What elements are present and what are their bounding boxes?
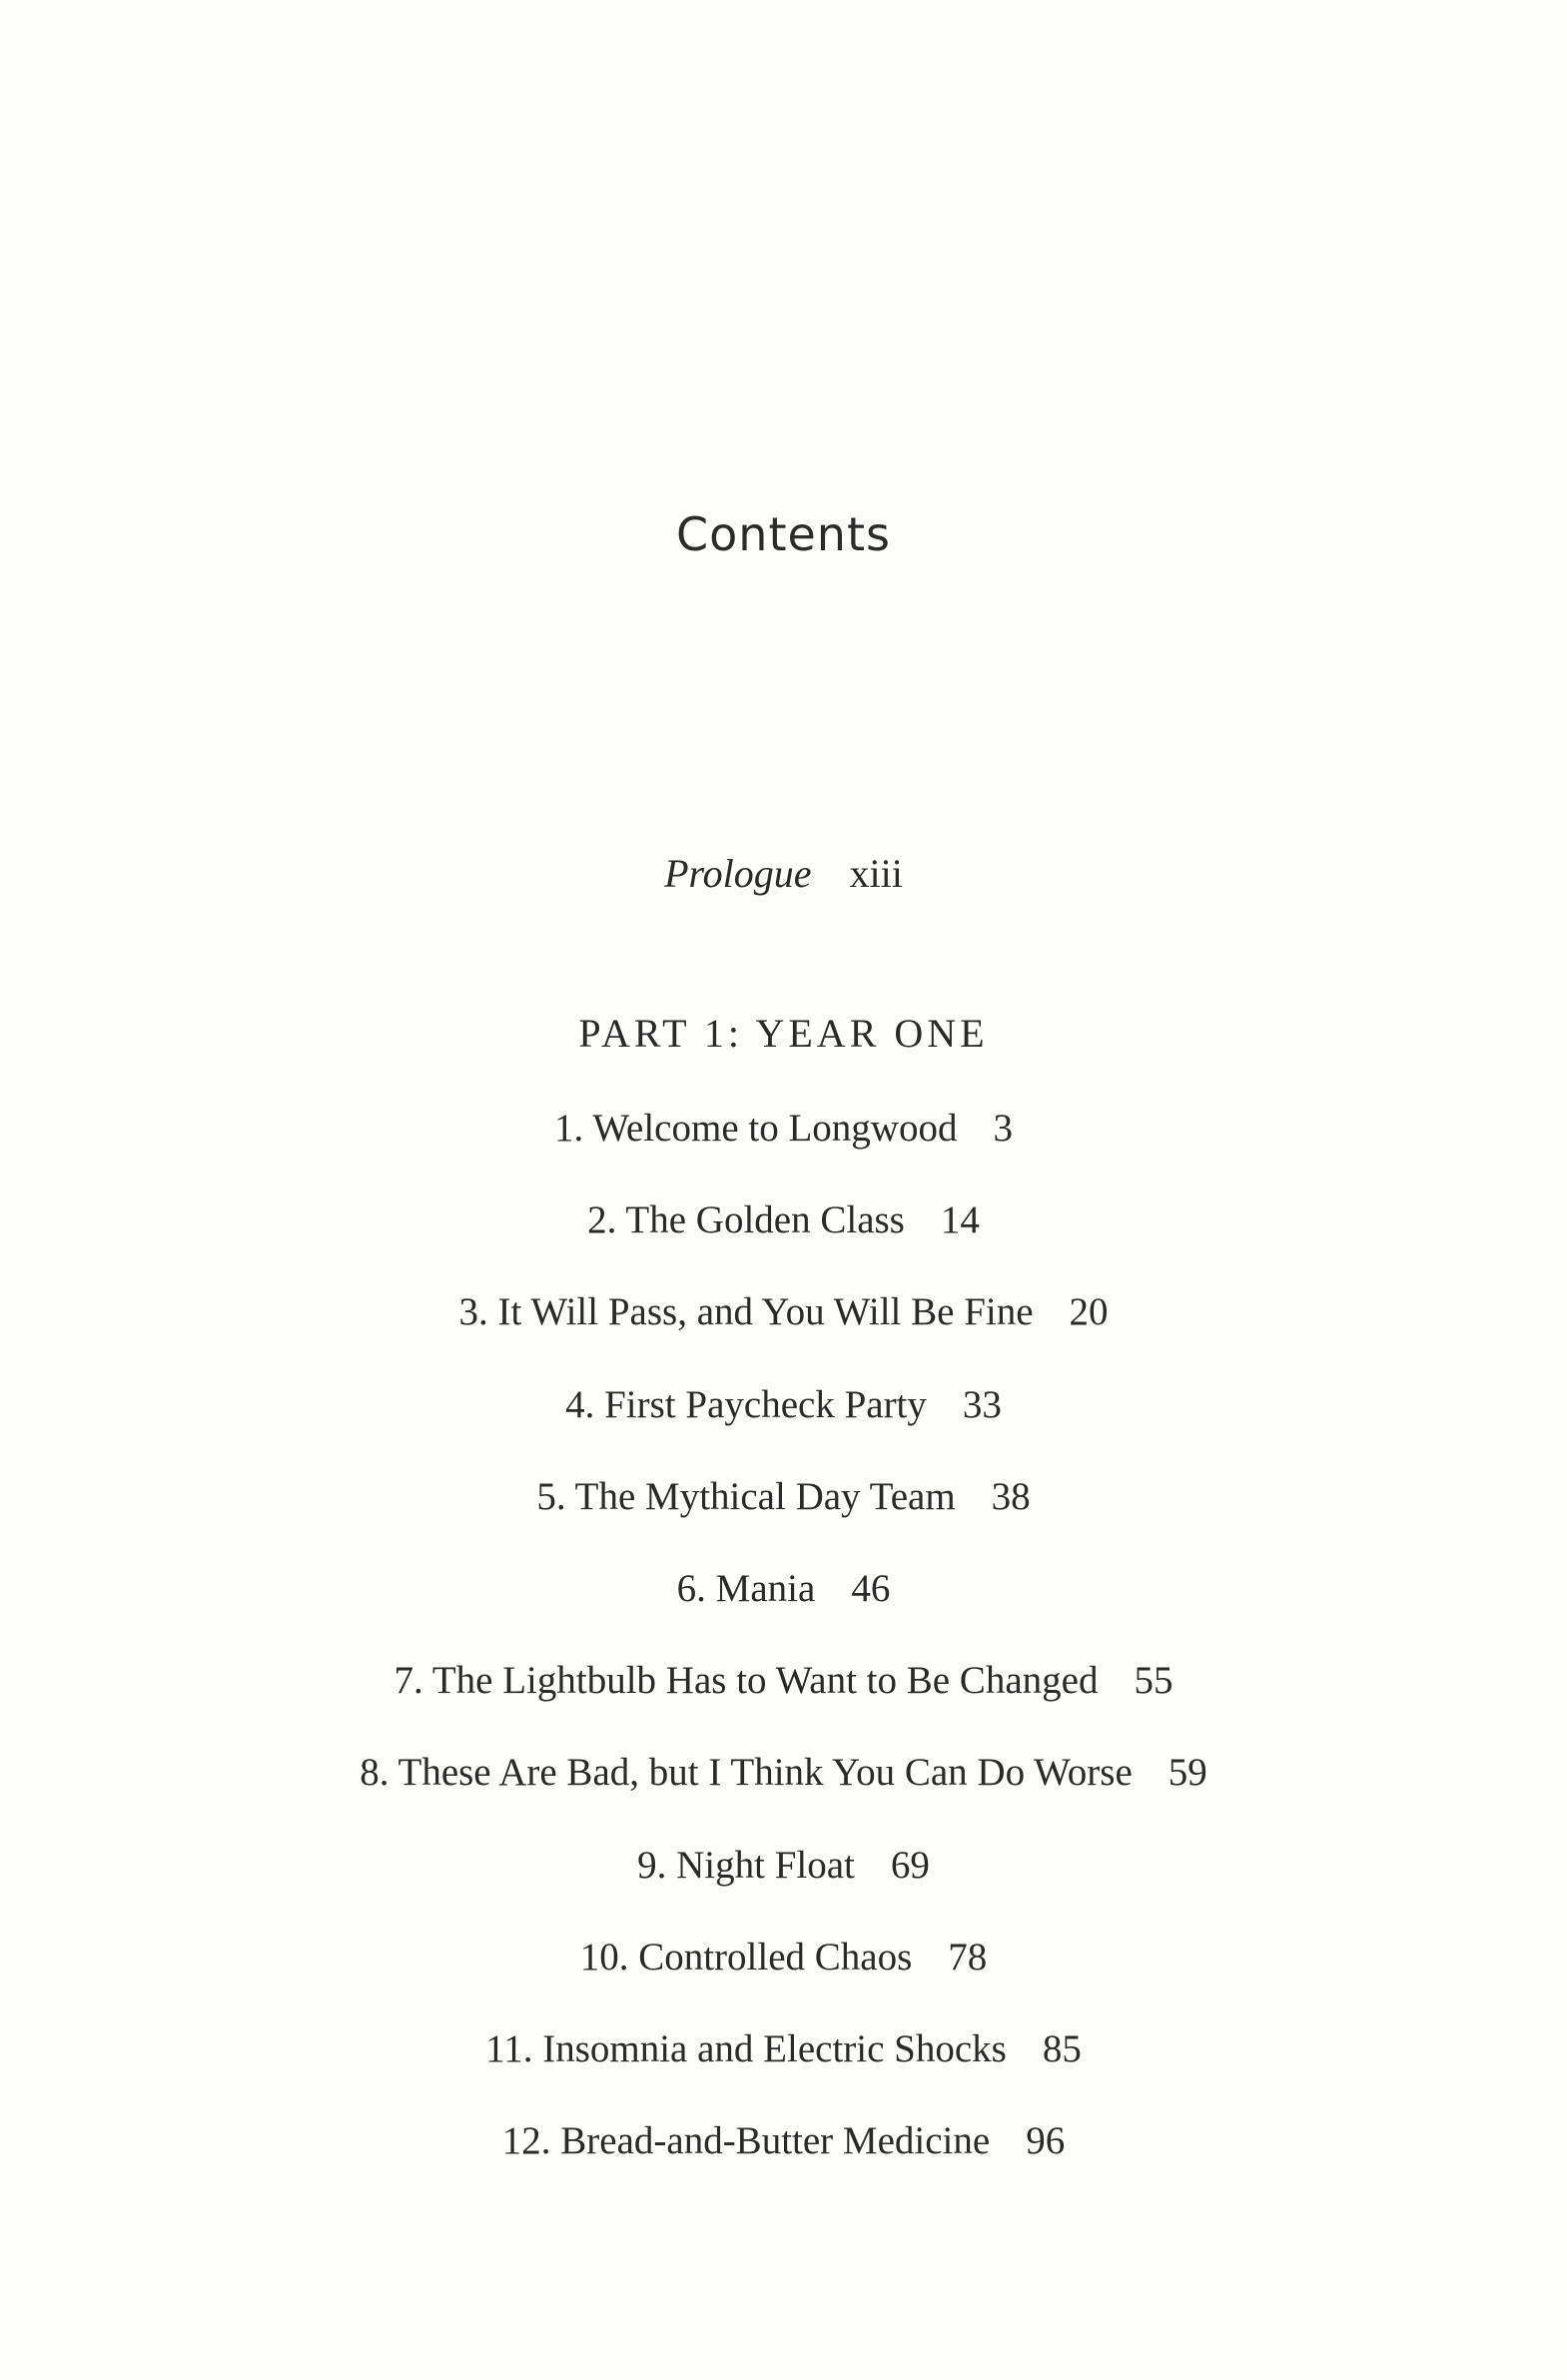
chapter-title: 8. These Are Bad, but I Think You Can Do Worse [360,1751,1133,1795]
chapter-entry [0,1753,1567,1845]
chapter-entry [0,1935,1567,2029]
part-heading: PART 1: YEAR ONE [578,1011,989,1056]
chapter-page-number: 14 [940,1198,980,1242]
chapter-title: 2. The Golden Class [587,1198,905,1242]
chapter-page-number: 96 [1026,2119,1066,2163]
chapter-title: 9. Night Float [637,1843,855,1887]
chapter-page-number: 59 [1168,1751,1207,1795]
prologue-page-number: xiii [849,851,903,896]
chapter-page-number: 46 [851,1566,891,1610]
chapter-title: 12. Bread-and-Butter Medicine [501,2119,991,2163]
chapter-title: 11. Insomnia and Electric Shocks [485,2026,1007,2070]
chapter-title: 10. Controlled Chaos [579,1935,913,1979]
chapter-page-number: 85 [1042,2026,1082,2070]
chapter-title: 7. The Lightbulb Has to Want to Be Changed [393,1659,1099,1703]
page-title: Contents [676,507,891,561]
chapter-page-number: 78 [948,1935,988,1979]
chapter-title: 3. It Will Pass, and You Will Be Fine [458,1290,1034,1334]
prologue-entry [0,851,1567,896]
chapter-page-number: 20 [1069,1290,1109,1334]
chapter-entry [0,1474,1567,1569]
chapter-page-number: 55 [1134,1659,1174,1703]
chapter-entry [0,1661,1567,1753]
chapter-title: 4. First Paycheck Party [565,1382,927,1426]
chapter-entry [0,1109,1567,1200]
chapter-title: 6. Mania [676,1566,816,1610]
chapter-title: 1. Welcome to Longwood [554,1107,958,1150]
chapter-entry [0,1292,1567,1384]
chapter-entry [0,2026,1567,2121]
chapter-page-number: 38 [991,1474,1031,1518]
chapter-entry [0,2121,1567,2213]
chapter-page-number: 33 [962,1382,1002,1426]
prologue-label: Prologue [664,851,812,896]
chapter-entry [0,1843,1567,1938]
chapter-list [0,1109,1567,2213]
chapter-title: 5. The Mythical Day Team [536,1474,956,1518]
chapter-entry [0,1566,1567,1661]
chapter-page-number: 3 [993,1107,1013,1150]
chapter-page-number: 69 [890,1843,930,1887]
chapter-entry [0,1382,1567,1477]
chapter-entry [0,1200,1567,1292]
